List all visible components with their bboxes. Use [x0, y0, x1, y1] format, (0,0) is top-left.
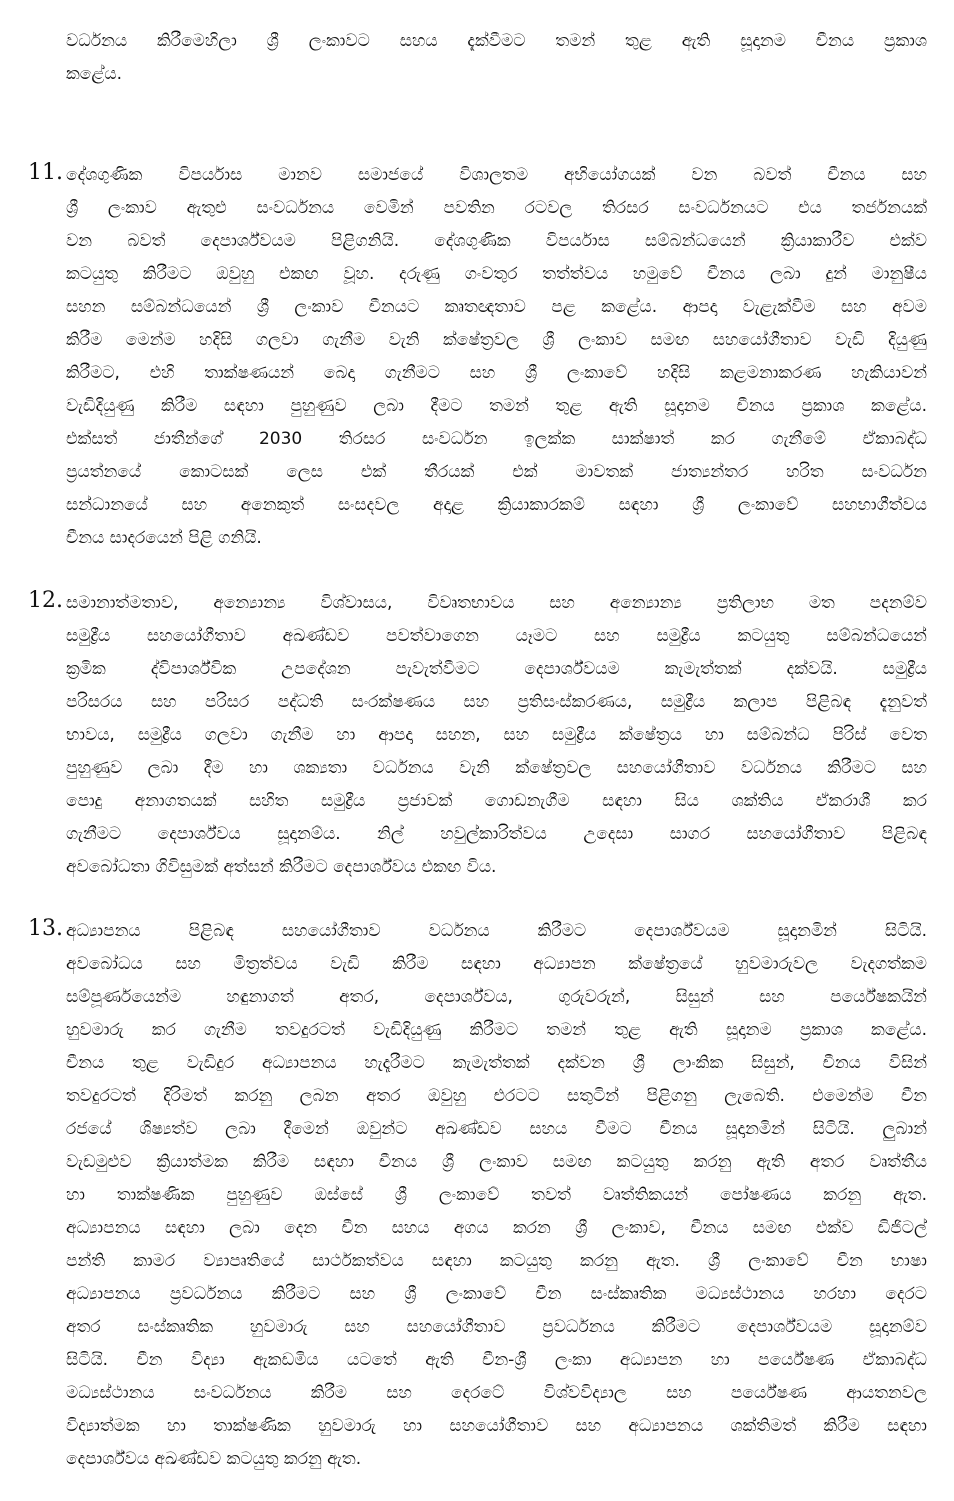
paragraph-line: මධ්‍යස්ථානය සංවර්ධනය කිරීම සහ දෙරටේ විශ්වවිද්‍යාල සහ පර්යේෂණ ආයතනවල: [66, 1383, 927, 1403]
paragraph-line: අතර සංස්කෘතික හුවමාරු සහ සහයෝගීතාව ප්‍රවර්ධනය කිරීමට දෙපාර්ශ්වයම සූදානම්ව: [66, 1317, 927, 1337]
paragraph-line: රජයේ ශිෂ්‍යත්ව ලබා දීමෙන් ඔවුන්ට අඛණ්ඩව සහය වීමට චීනය සූදානමින් සිටියි. ලුබාන්: [66, 1119, 927, 1139]
paragraph-line: දේශගුණික විපර්යාස මානව සමාජයේ විශාලතම අභියෝගයක් වන බවත් චීනය සහ: [66, 165, 927, 185]
paragraph-line: තවදුරටත් දිරිමත් කරනු ලබන අතර ඔවුහු එරටට සතුටින් පිළිගනු ලැබෙති. එමෙන්ම චීන: [66, 1086, 927, 1106]
paragraph-line: එක්සත් ජාතීන්ගේ 2030 තිරසර සංවර්ධන ඉලක්ක සාක්ෂාත් කර ගැනීමේ ඒකාබද්ධ: [66, 429, 927, 449]
paragraph-line: අධ්‍යාපනය ප්‍රවර්ධනය කිරීමට සහ ශ්‍රී ලංකාවේ චීන සංස්කෘතික මධ්‍යස්ථානය හරහා දෙරට: [66, 1284, 927, 1304]
paragraph-line: සහන සම්බන්ධයෙන් ශ්‍රී ලංකාව චීනයට කෘතඥතාව පළ කළේය. ආපදා වැළැක්වීම සහ අවම: [66, 297, 927, 317]
paragraph-line: වන බවත් දෙපාර්ශ්වයම පිළිගනියි. දේශගුණික විපර්යාස සම්බන්ධයෙන් ක්‍රියාකාරීව එක්ව: [66, 231, 927, 251]
paragraph-line: අවබෝධය සහ මිත්‍රත්වය වැඩි කිරීම සඳහා අධ්‍යාපන ක්ෂේත්‍රයේ හුවමාරුවල වැදගත්කම: [66, 954, 927, 974]
paragraph-number: 11.: [28, 160, 63, 185]
paragraph-line: ක්‍රමික ද්විපාර්ශ්වික උපදේශන පැවැත්වීමට දෙපාර්ශ්වයම කැමැත්තක් දක්වයි. සමුද්‍රීය: [66, 659, 927, 679]
paragraph-line: සන්ධානයේ සහ අනෙකුත් සංසදවල අදාළ ක්‍රියාකාරකම් සඳහා ශ්‍රී ලංකාවේ සහභාගීත්වය: [66, 495, 927, 515]
paragraph-line: හා තාක්ෂණික පුහුණුව ඔස්සේ ශ්‍රී ලංකාවේ තවත් වෘත්තිකයන් පෝෂණය කරනු ඇත.: [66, 1185, 927, 1205]
paragraph-line: පරිසරය සහ පරිසර පද්ධති සංරක්ෂණය සහ ප්‍රතිසංස්කරණය, සමුද්‍රීය කලාප පිළිබඳ දැනුවත්: [66, 692, 927, 712]
paragraph-line: විද්‍යාත්මක හා තාක්ෂණික හුවමාරු හා සහයෝගීතාව සහ අධ්‍යාපනය ශක්තිමත් කිරීම සඳහා: [66, 1416, 927, 1436]
paragraph-line: කටයුතු කිරීමට ඔවුහු එකඟ වූහ. දරුණු ගංවතුර තත්ත්වය හමුවේ චීනය ලබා දුන් මානුෂීය: [66, 264, 927, 284]
paragraph-line: දෙපාර්ශ්වය අඛණ්ඩව කටයුතු කරනු ඇත.: [66, 1449, 362, 1469]
intro-line: කළේය.: [66, 64, 122, 84]
paragraph-line: පන්ති කාමර ව්‍යාපෘතියේ සාර්ථකත්වය සඳහා කටයුතු කරනු ඇත. ශ්‍රී ලංකාවේ චීන භාෂා: [66, 1251, 927, 1271]
paragraph-line: ගැනීමට දෙපාර්ශ්වය සූදානම්ය. නිල් හවුල්කාරිත්වය උදෙසා සාගර සහයෝගීතාව පිළිබඳ: [66, 824, 927, 844]
paragraph-line: ශ්‍රී ලංකාව ඇතුළු සංවර්ධනය වෙමින් පවතින රටවල තිරසර සංවර්ධනයට එය තර්ජනයක්: [66, 198, 927, 218]
paragraph-line: ප්‍රයත්නයේ කොටසක් ලෙස එක් තීරයක් එක් මාවතක් ජාත්‍යන්තර හරිත සංවර්ධන: [66, 462, 927, 482]
paragraph-line: පුහුණුව ලබා දීම හා ශක්‍යතා වර්ධනය වැනි ක්ෂේත්‍රවල සහයෝගීතාව වර්ධනය කිරීමට සහ: [66, 758, 927, 778]
intro-line: වර්ධනය කිරීමෙහිලා ශ්‍රී ලංකාවට සහය දැක්වීමට තමන් තුළ ඇති සූදානම චීනය ප්‍රකාශ: [66, 31, 927, 51]
paragraph-line: අවබෝධතා ගිවිසුමක් අත්සන් කිරීමට දෙපාර්ශ්වය එකඟ විය.: [66, 857, 497, 877]
paragraph-line: වැඩිදියුණු කිරීම සඳහා පුහුණුව ලබා දීමට තමන් තුළ ඇති සූදානම චීනය ප්‍රකාශ කළේය.: [66, 396, 927, 416]
paragraph-number: 13.: [28, 916, 63, 941]
paragraph-number: 12.: [28, 588, 63, 613]
paragraph-line: සමානාත්මතාව, අන්‍යොන්‍ය විශ්වාසය, විවෘතභාවය සහ අන්‍යොන්‍ය ප්‍රතිලාභ මත පදනම්ව: [66, 593, 927, 613]
paragraph-line: පොදු අනාගතයක් සහිත සමුද්‍රීය ප්‍රජාවක් ගොඩනැගීම සඳහා සිය ශක්තිය ඒකරාශී කර: [66, 791, 927, 811]
paragraph-line: කිරීම මෙන්ම හදිසි ගලවා ගැනීම වැනි ක්ෂේත්‍රවල ශ්‍රී ලංකාව සමඟ සහයෝගීතාව වැඩි දියුණු: [66, 330, 927, 350]
paragraph-line: භාවය, සමුද්‍රීය ගලවා ගැනීම හා ආපදා සහන, සහ සමුද්‍රීය ක්ෂේත්‍රය හා සම්බන්ධ පිරිස් වෙත: [66, 725, 927, 745]
paragraph-line: චීනය සාදරයෙන් පිළි ගනියි.: [66, 528, 262, 548]
paragraph-line: අධ්‍යාපනය පිළිබඳ සහයෝගීතාව වර්ධනය කිරීමට දෙපාර්ශ්වයම සූදානමින් සිටියි.: [66, 921, 927, 941]
paragraph-line: සමුද්‍රීය සහයෝගීතාව අඛණ්ඩව පවත්වාගෙන යෑමට සහ සමුද්‍රීය කටයුතු සම්බන්ධයෙන්: [66, 626, 927, 646]
paragraph-line: චීනය තුළ වැඩිදුර අධ්‍යාපනය හැදෑරීමට කැමැත්තක් දක්වන ශ්‍රී ලාංකික සිසුන්, චීනය විසින්: [66, 1053, 927, 1073]
paragraph-line: සිටියි. චීන විද්‍යා ඇකඩමිය යටතේ ඇති චීන-ශ්‍රී ලංකා අධ්‍යාපන හා පර්යේෂණ ඒකාබද්ධ: [66, 1350, 927, 1370]
paragraph-line: සම්පූර්ණයෙන්ම හඳුනාගත් අතර, දෙපාර්ශ්වය, ගුරුවරුන්, සිසුන් සහ පර්යේෂකයින්: [66, 987, 927, 1007]
paragraph-line: හුවමාරු කර ගැනීම තවදුරටත් වැඩිදියුණු කිරීමට තමන් තුළ ඇති සූදානම ප්‍රකාශ කළේය.: [66, 1020, 927, 1040]
paragraph-line: කිරීමට, එහි තාක්ෂණයන් බෙදා ගැනීමට සහ ශ්‍රී ලංකාවේ හදිසි කළමනාකරණ හැකියාවන්: [66, 363, 927, 383]
paragraph-line: වැඩමුළුව ක්‍රියාත්මක කිරීම සඳහා චීනය ශ්‍රී ලංකාව සමඟ කටයුතු කරනු ඇති අතර වෘත්තීය: [66, 1152, 927, 1172]
paragraph-line: අධ්‍යාපනය සඳහා ලබා දෙන චීන සහය අගය කරන ශ්‍රී ලංකාව, චීනය සමඟ එක්ව ඩිජිටල්: [66, 1218, 927, 1238]
